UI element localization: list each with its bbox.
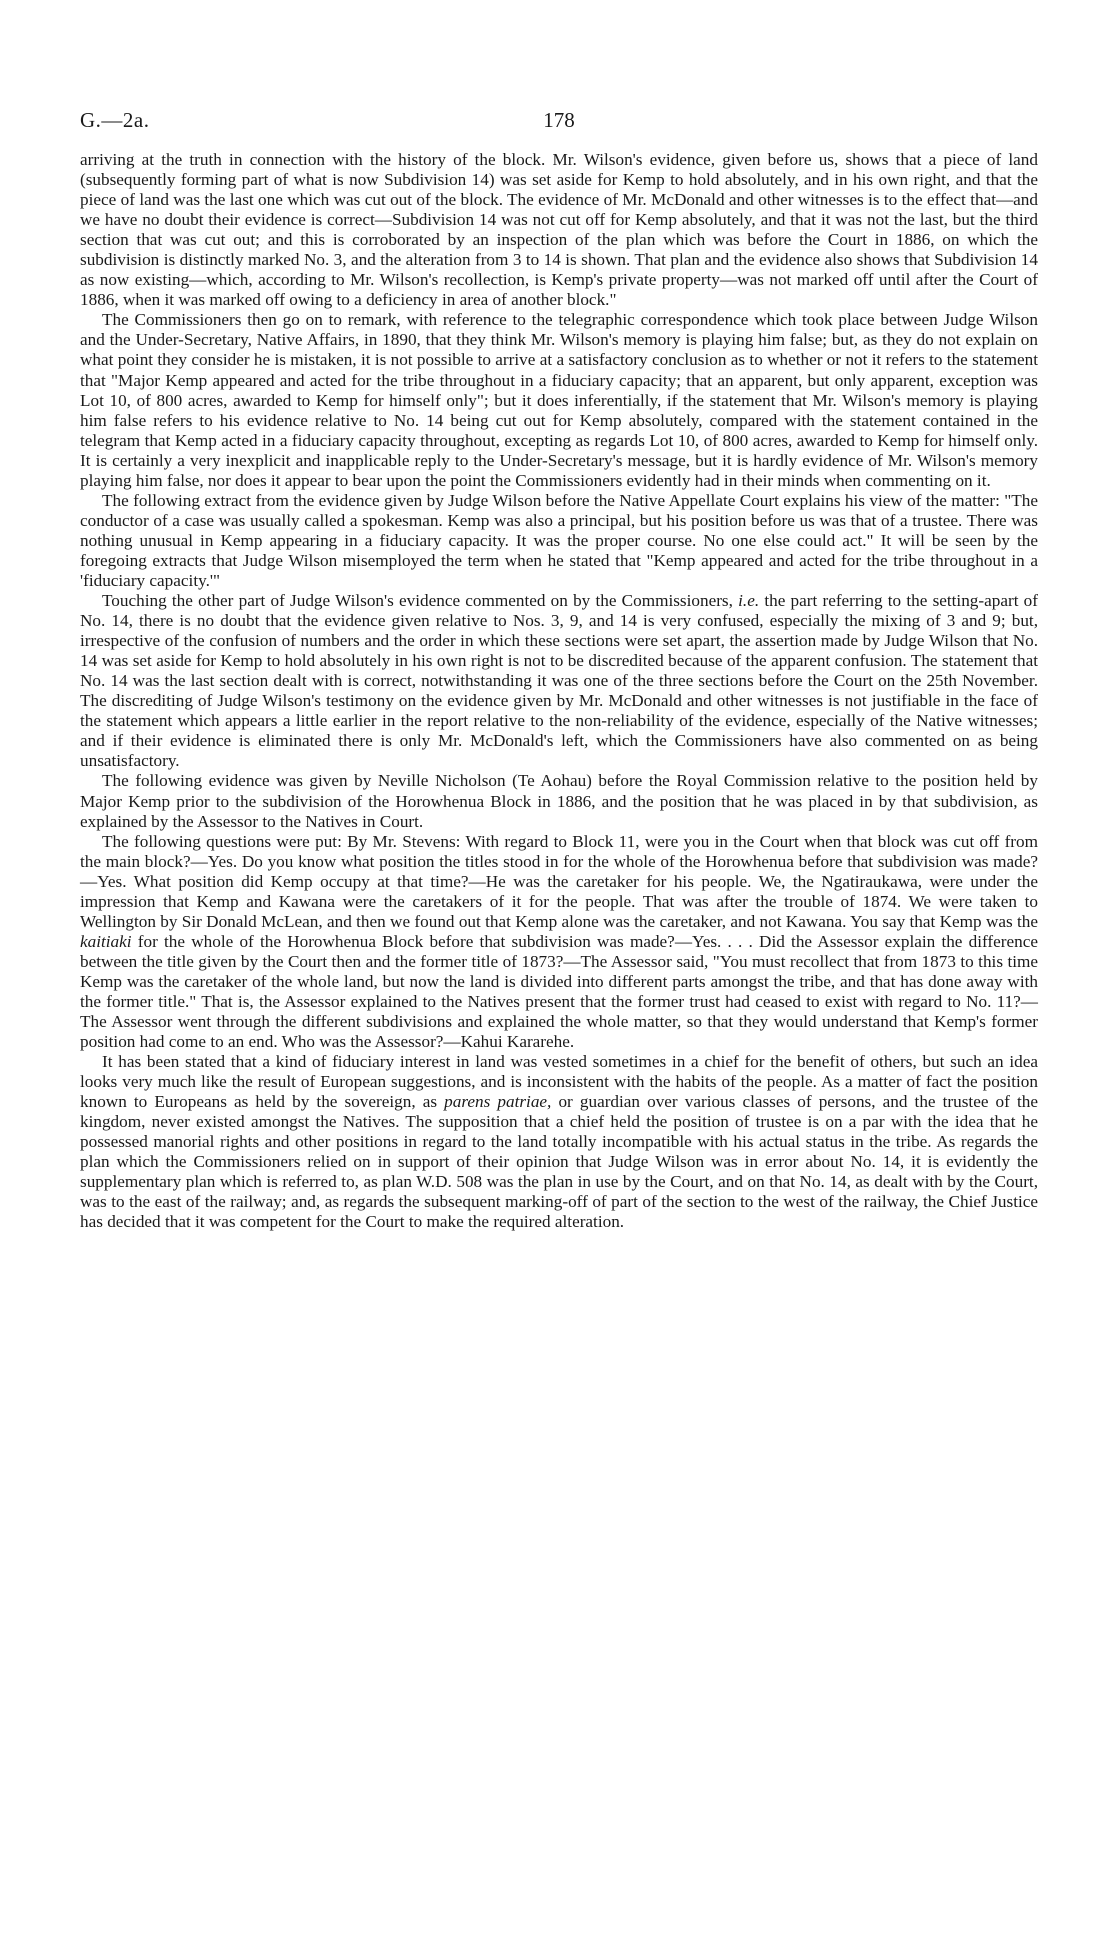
paragraph-2: The Commissioners then go on to remark, with reference to the telegraphic correspondence which took place between Judge Wilson and the Under-Secretary, Native Affairs, in 1890, that they think Mr. Wilson's memory is playing him false; but, as they do not explain on what point they consider he is mistaken, it is not possible to arrive at a satisfactory conclusion as to whether or not it refers to the statement that "Major Kemp appeared and acted for the tribe throughout in a fiduciary capacity; that an apparent, but only apparent, exception was Lot 10, of 800 acres, awarded to Kemp for himself only"; but it does inferentially, if the statement that Mr. Wilson's memory is playing him false refers to his evidence relative to No. 14 being cut out for Kemp absolutely, compared with the statement contained in the telegram that Kemp acted in a fiduciary capacity throughout, excepting as regards Lot 10, of 800 acres, awarded to Kemp for himself only. It is certainly a very inexplicit and inapplicable reply to the Under-Secretary's message, but it is hardly evidence of Mr. Wilson's memory playing him false, nor does it appear to bear upon the point the Commissioners evidently had in their minds when commenting on it.	[80, 310, 1038, 490]
paragraph-5: The following evidence was given by Neville Nicholson (Te Aohau) before the Royal Commission relative to the position held by Major Kemp prior to the subdivision of the Horowhenua Block in 1886, and the position that he was placed in by that subdivision, as explained by the Assessor to the Natives in Court.	[80, 771, 1038, 831]
paragraph-6: The following questions were put: By Mr. Stevens: With regard to Block 11, were you in the Court when that block was cut off from the main block?—Yes. Do you know what position the titles stood in for the whole of the Horowhenua before that subdivision was made?—Yes. What position did Kemp occupy at that time?—He was the caretaker for his people. We, the Ngatiraukawa, were under the impression that Kemp and Kawana were the caretakers of it for the people. That was after the trouble of 1874. We were taken to Wellington by Sir Donald McLean, and then we found out that Kemp alone was the caretaker, and not Kawana. You say that Kemp was the kaitiaki for the whole of the Horowhenua Block before that subdivision was made?—Yes. . . . Did the Assessor explain the difference between the title given by the Court then and the former title of 1873?—The Assessor said, "You must recollect that from 1873 to this time Kemp was the caretaker of the whole land, but now the land is divided into different parts amongst the tribe, and that has done away with the former title." That is, the Assessor explained to the Natives present that the former trust had ceased to exist with regard to No. 11?—The Assessor went through the different subdivisions and explained the whole matter, so that they would understand that Kemp's former position had come to an end. Who was the Assessor?—Kahui Kararehe.	[80, 831, 1038, 1052]
page-number: 178	[543, 108, 575, 132]
paragraph-4: Touching the other part of Judge Wilson's evidence commented on by the Commissioners, i.e. the part referring to the setting-apart of No. 14, there is no doubt that the evidence given relative to Nos. 3, 9, and 14 is very confused, especially the mixing of 3 and 9; but, irrespective of the confusion of numbers and the order in which these sections were set apart, the assertion made by Judge Wilson that No. 14 was set aside for Kemp to hold absolutely in his own right is not to be discredited because of the apparent confusion. The statement that No. 14 was the last section dealt with is correct, notwithstanding it was one of the three sections before the Court on the 25th November. The discrediting of Judge Wilson's testimony on the evidence given by Mr. McDonald and other witnesses is not justifiable in the face of the statement which appears a little earlier in the report relative to the non-reliability of the evidence, especially of the Native witnesses; and if their evidence is eliminated there is only Mr. McDonald's left, which the Commissioners have also commented on as being unsatisfactory.	[80, 591, 1038, 771]
italic-parens-patriae: parens patriae,	[444, 1092, 552, 1112]
document-page	[80, 0, 1038, 1935]
paragraph-1: arriving at the truth in connection with the history of the block. Mr. Wilson's evidence, given before us, shows that a piece of land (subsequently forming part of what is now Subdivision 14) was set aside for Kemp to hold absolutely, and in his own right, and that the piece of land was the last one which was cut out of the block. The evidence of Mr. McDonald and other witnesses is to the effect that—and we have no doubt their evidence is correct—Subdivision 14 was not cut off for Kemp absolutely, and that it was not the last, but the third section that was cut out; and this is corroborated by an inspection of the plan which was before the Court in 1886, on which the subdivision is distinctly marked No. 3, and the alteration from 3 to 14 is shown. That plan and the evidence also shows that Subdivision 14 as now existing—which, according to Mr. Wilson's recollection, is Kemp's private property—was not marked off until after the Court of 1886, when it was marked off owing to a deficiency in area of another block."	[80, 150, 1038, 310]
paragraph-3: The following extract from the evidence given by Judge Wilson before the Native Appellate Court explains his view of the matter: "The conductor of a case was usually called a spokesman. Kemp was also a principal, but his position before us was that of a trustee. There was nothing unusual in Kemp appearing in a fiduciary capacity. It was the proper course. No one else could act." It will be seen by the foregoing extracts that Judge Wilson misemployed the term when he stated that "Kemp appeared and acted for the tribe throughout in a 'fiduciary capacity.'"	[80, 490, 1038, 590]
body-text	[80, 150, 1038, 1233]
document-reference: G.—2a.	[80, 108, 150, 132]
paragraph-7: It has been stated that a kind of fiduciary interest in land was vested sometimes in a chief for the benefit of others, but such an idea looks very much like the result of European suggestions, and is inconsistent with the habits of the people. As a matter of fact the position known to Europeans as held by the sovereign, as parens patriae, or guardian over various classes of persons, and the trustee of the kingdom, never existed amongst the Natives. The supposition that a chief held the position of trustee is on a par with the idea that he possessed manorial rights and other positions in regard to the land totally incompatible with his actual status in the tribe. As regards the plan which the Commissioners relied on in support of their opinion that Judge Wilson was in error about No. 14, it is evidently the supplementary plan which is referred to, as plan W.D. 508 was the plan in use by the Court, and on that No. 14, as dealt with by the Court, was to the east of the railway; and, as regards the subsequent marking-off of part of the section to the west of the railway, the Chief Justice has decided that it was competent for the Court to make the required alteration.	[80, 1052, 1038, 1232]
italic-ie: i.e.	[738, 591, 760, 611]
page-header	[80, 108, 1038, 144]
italic-kaitiaki: kaitiaki	[80, 931, 132, 951]
